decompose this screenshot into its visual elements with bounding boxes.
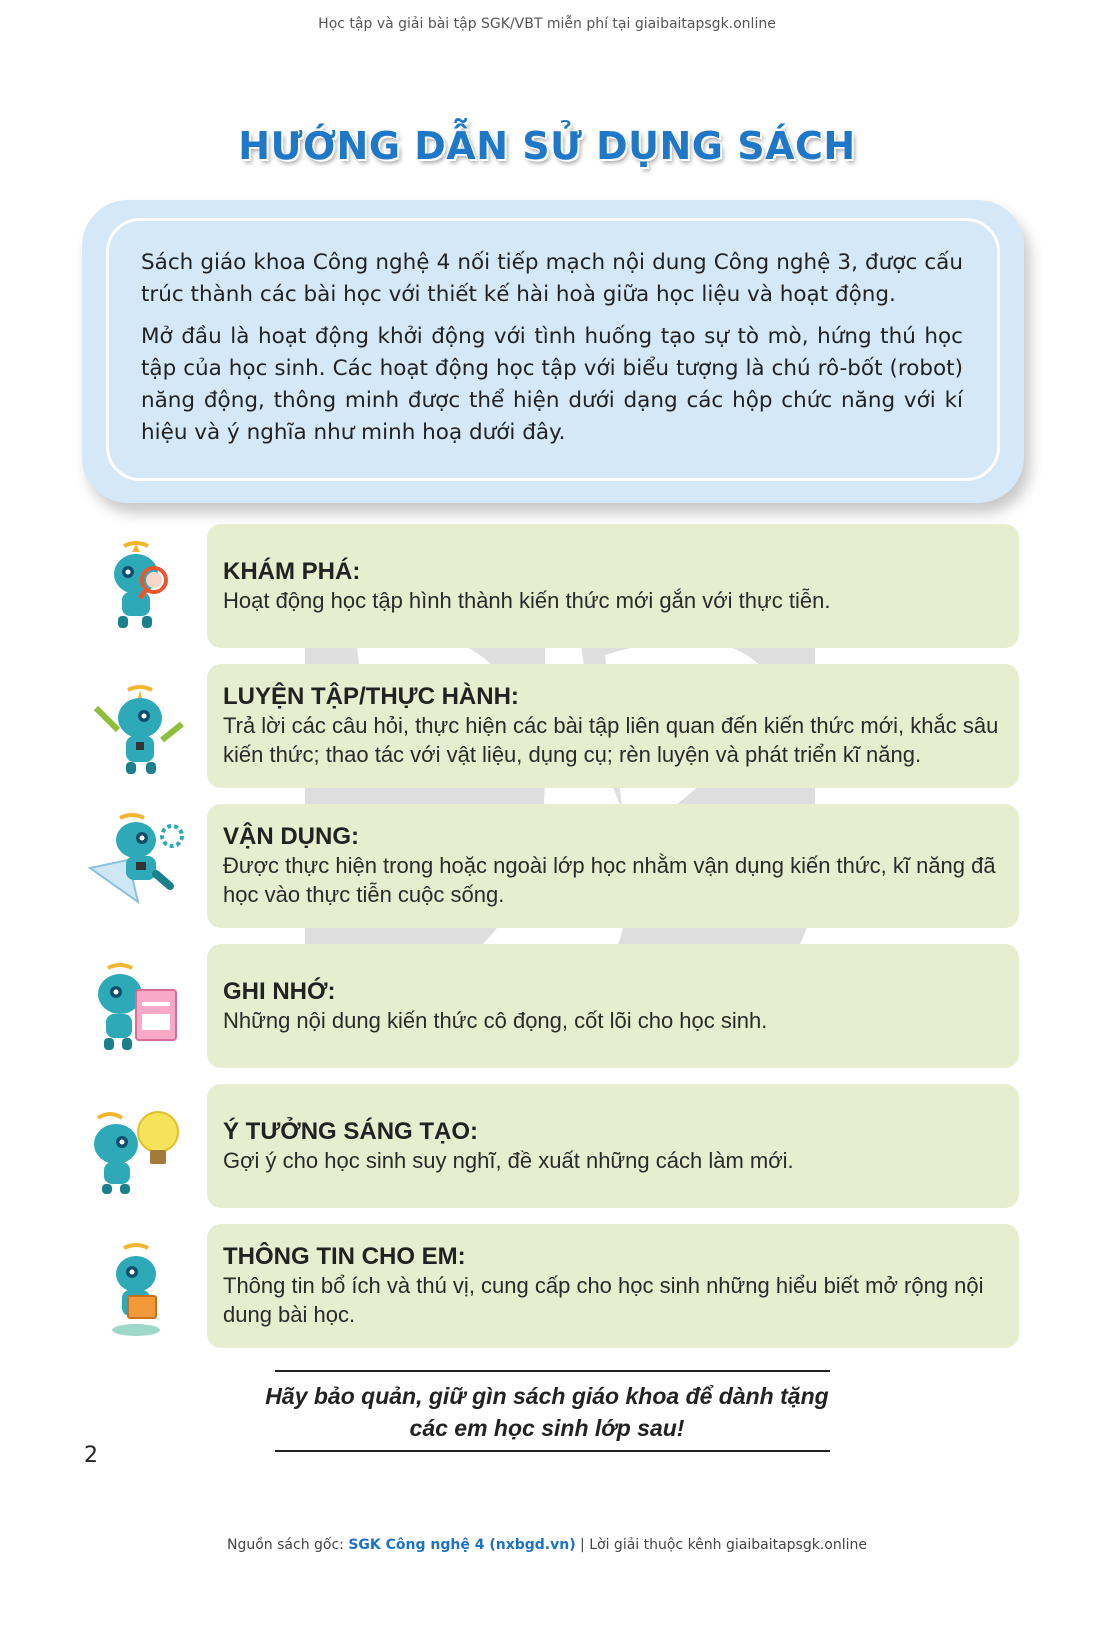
robot-book-icon [88, 1242, 188, 1342]
feature-label: Ý TƯỞNG SÁNG TẠO: [223, 1117, 479, 1145]
feature-label: GHI NHỚ: [223, 977, 336, 1005]
robot-notepad-icon [88, 962, 188, 1062]
feature-label: LUYỆN TẬP/THỰC HÀNH: [223, 683, 519, 710]
feature-luyen-tap [207, 664, 1019, 788]
feature-desc: Trả lời các câu hỏi, thực hiện các bài tập liên quan đến kiến thức mới, khắc sâu kiến thức; thao tác với vật liệu, dụng cụ; rèn luyện và phát triển kĩ năng. [223, 713, 999, 767]
page-title: HƯỚNG DẪN SỬ DỤNG SÁCH [238, 124, 856, 168]
feature-desc: Thông tin bổ ích và thú vị, cung cấp cho học sinh những hiểu biết mở rộng nội dung bài học. [223, 1273, 984, 1327]
robot-wrench-icon [88, 684, 188, 784]
header-note: Học tập và giải bài tập SGK/VBT miễn phí tại giaibaitapsgk.online [318, 16, 776, 32]
closing-message [0, 1380, 1094, 1444]
intro-inner [106, 218, 1000, 481]
footer-prefix: Nguồn sách gốc: [227, 1537, 349, 1553]
page-number: 2 [84, 1443, 98, 1468]
feature-ghi-nho [207, 944, 1019, 1068]
intro-box [82, 200, 1024, 503]
feature-y-tuong-sang-tao [207, 1084, 1019, 1208]
feature-desc: Được thực hiện trong hoặc ngoài lớp học nhằm vận dụng kiến thức, kĩ năng đã học vào thực tiễn cuộc sống. [223, 853, 996, 907]
divider-top [275, 1370, 830, 1372]
feature-label: VẬN DỤNG: [223, 823, 359, 850]
intro-paragraph-2: Mở đầu là hoạt động khởi động với tình huống tạo sự tò mò, hứng thú học tập của học sinh. Các hoạt động học tập với biểu tượng là chú rô-bốt (robot) năng động, thông minh được thể hiện dưới dạng các hộp chức năng với kí hiệu và ý nghĩa như minh hoạ dưới đây. [141, 324, 963, 445]
feature-thong-tin-cho-em [207, 1224, 1019, 1348]
robot-magnifier-icon [88, 538, 188, 638]
feature-van-dung [207, 804, 1019, 928]
feature-label: THÔNG TIN CHO EM: [223, 1243, 466, 1270]
feature-desc: Gợi ý cho học sinh suy nghĩ, đề xuất những cách làm mới. [223, 1147, 794, 1173]
feature-kham-pha [207, 524, 1019, 648]
robot-lightbulb-icon [88, 1100, 188, 1200]
feature-desc: Hoạt động học tập hình thành kiến thức mới gắn với thực tiễn. [223, 587, 831, 613]
divider-bottom [275, 1450, 830, 1452]
feature-desc: Những nội dung kiến thức cô đọng, cốt lõi cho học sinh. [223, 1007, 768, 1033]
intro-paragraph-1: Sách giáo khoa Công nghệ 4 nối tiếp mạch nội dung Công nghệ 3, được cấu trúc thành các bài học với thiết kế hài hoà giữa học liệu và hoạt động. [141, 250, 963, 307]
footer-source-link[interactable]: SGK Công nghệ 4 (nxbgd.vn) [348, 1537, 576, 1553]
feature-label: KHÁM PHÁ: [223, 557, 361, 585]
footer-suffix: | Lời giải thuộc kênh giaibaitapsgk.online [575, 1537, 867, 1553]
robot-paper-plane-icon [88, 812, 188, 912]
closing-line-2: các em học sinh lớp sau! [409, 1415, 685, 1441]
closing-line-1: Hãy bảo quản, giữ gìn sách giáo khoa để dành tặng [265, 1383, 829, 1409]
footer-source [0, 1537, 1094, 1553]
